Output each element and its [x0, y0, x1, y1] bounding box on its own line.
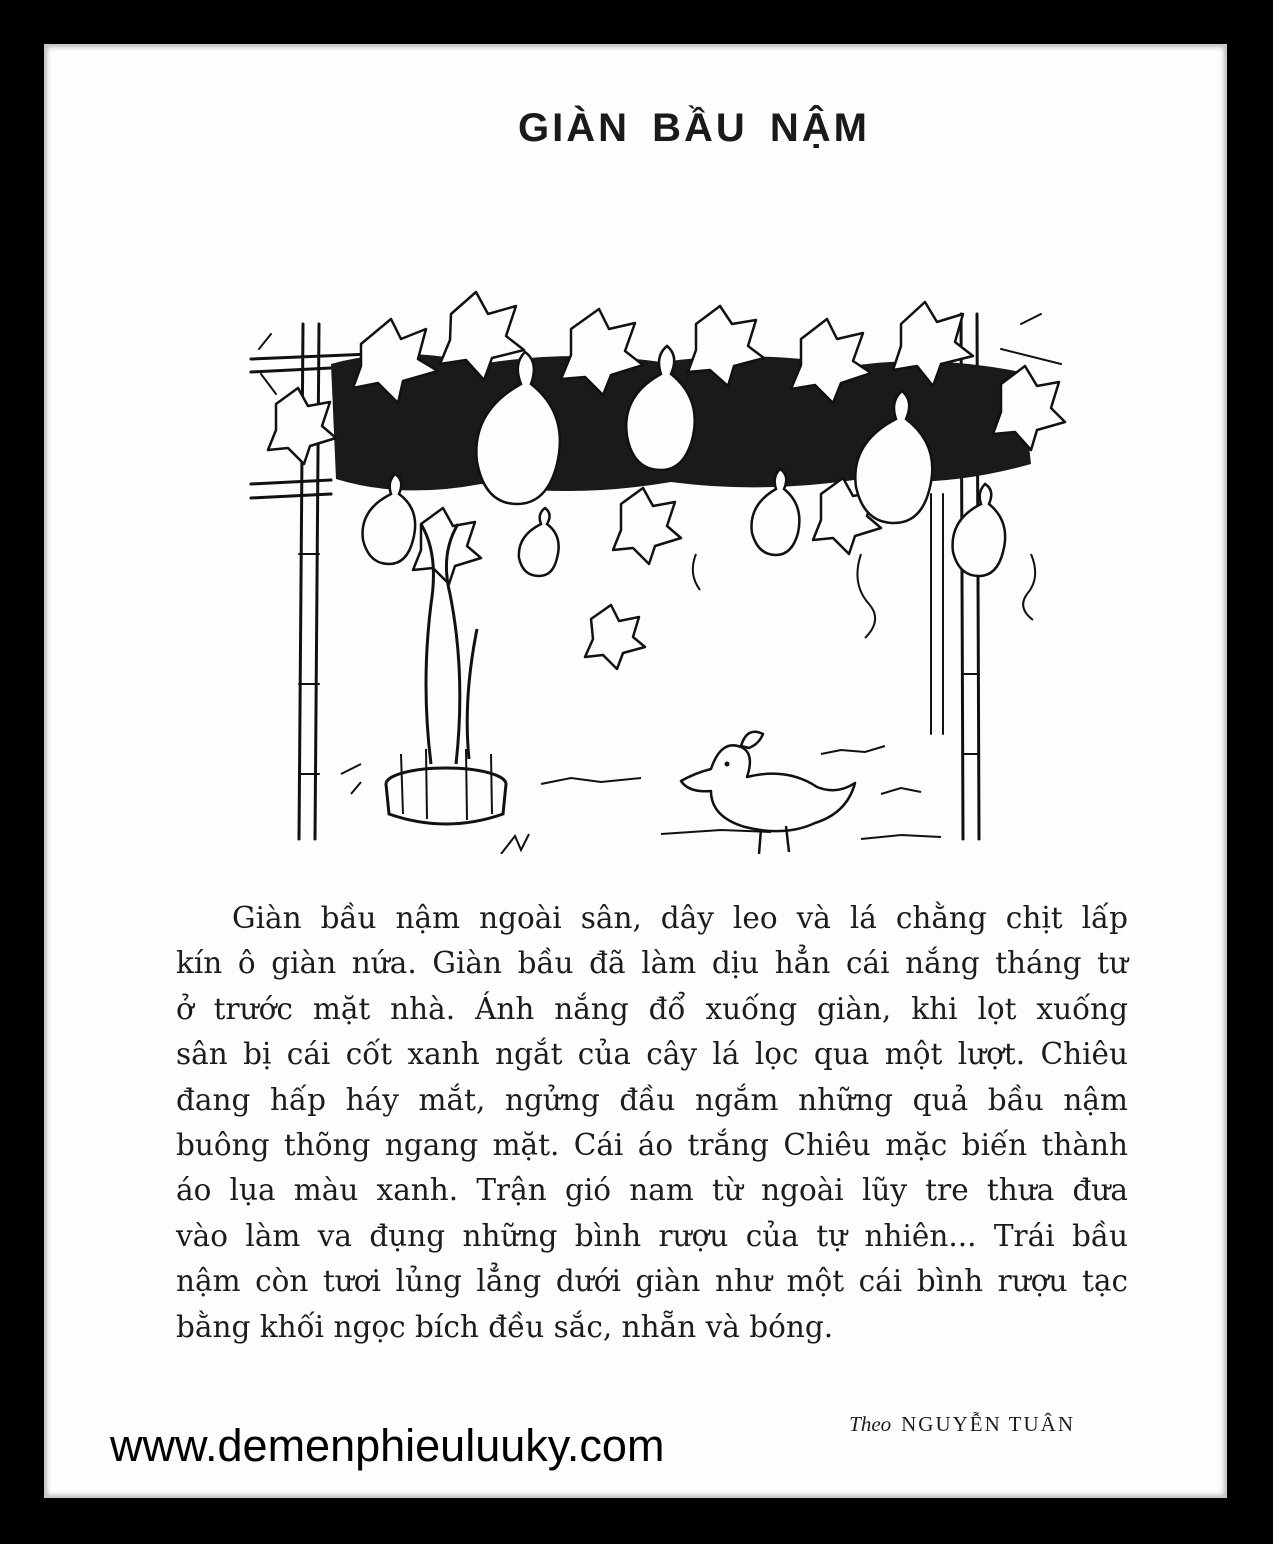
passage-line: vào làm va đụng những bình rượu của tự nhiên... Trái bầu — [176, 1218, 1128, 1253]
passage-line: đang hấp háy mắt, ngửng đầu ngắm những quả bầu nậm — [176, 1082, 1128, 1117]
attribution-prefix: Theo — [849, 1412, 892, 1436]
passage-text — [176, 896, 1128, 1350]
book-page — [44, 44, 1227, 1498]
attribution — [849, 1412, 1075, 1437]
passage-line: kín ô giàn nứa. Giàn bầu đã làm dịu hẳn cái nắng tháng tư — [176, 946, 1128, 981]
gourd-trellis-illustration — [241, 254, 1071, 854]
passage-line: sân bị cái cốt xanh ngắt của cây lá lọc qua một lượt. Chiêu — [176, 1037, 1128, 1072]
passage-line: áo lụa màu xanh. Trận gió nam từ ngoài lũy tre thưa đưa — [176, 1173, 1128, 1208]
website-watermark: www.demenphieuluuky.com — [110, 1420, 665, 1471]
passage-line: bằng khối ngọc bích đều sắc, nhẵn và bóng. — [176, 1309, 834, 1344]
passage-line: Giàn bầu nậm ngoài sân, dây leo và lá chằng chịt lấp — [232, 901, 1128, 935]
passage-line: buông thõng ngang mặt. Cái áo trắng Chiêu mặc biến thành — [176, 1128, 1128, 1163]
passage-line: nậm còn tươi lủng lẳng dưới giàn như một cái bình rượu tạc — [176, 1264, 1128, 1299]
attribution-author: NGUYỄN TUÂN — [901, 1412, 1075, 1436]
passage-line: ở trước mặt nhà. Ánh nắng đổ xuống giàn, khi lọt xuống — [176, 991, 1128, 1026]
page-title: GIÀN BẦU NẬM — [518, 106, 870, 150]
